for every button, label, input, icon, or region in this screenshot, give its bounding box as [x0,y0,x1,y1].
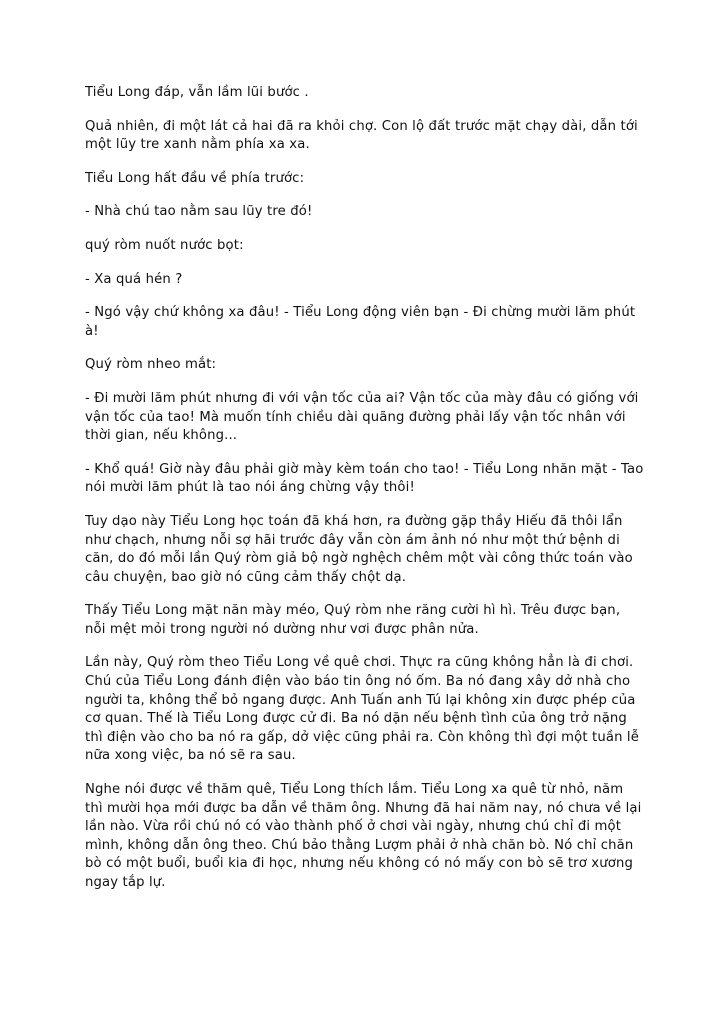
paragraph: Quý ròm nheo mắt: [85,357,217,373]
dialogue-line: - Khổ quá! Giờ này đâu phải giờ mày kèm toán cho tao! - Tiểu Long nhăn mặt - Tao nói mười lăm phút là tao nói áng chừng vậy thôi! [85,461,644,496]
dialogue-line: - Nhà chú tao nằm sau lũy tre đó! [85,204,313,220]
paragraph: quý ròm nuốt nước bọt: [85,237,244,253]
paragraph: Thấy Tiểu Long mặt năn mày méo, Quý ròm nhe răng cười hì hì. Trêu được bạn, nỗi mệt mỏi trong người nó dường như vơi được phân nửa. [85,603,621,637]
paragraph: Tiểu Long đáp, vẫn lầm lũi bước . [85,85,309,100]
dialogue-line: - Ngó vậy chứ không xa đâu! - Tiểu Long động viên bạn - Đi chừng mười lăm phút à! [85,305,636,339]
dialogue-line: - Xa quá hén ? [85,271,183,287]
paragraph: Quả nhiên, đi một lát cả hai đã ra khỏi chợ. Con lộ đất trước mặt chạy dài, dẫn tới một lũy tre xanh nằm phía xa xa. [85,118,638,153]
paragraph: Tuy dạo này Tiểu Long học toán đã khá hơn, ra đường gặp thầy Hiếu đã thôi lẩn như chạch, nhưng nỗi sợ hãi trước đây vẫn còn ám ảnh nó như một thứ bệnh di căn, do đó mỗi lần Quý ròm giả bộ ngờ nghệch chêm một vài công thức toán vào câu chuyện, bao giờ nó cũng cảm thấy chột dạ. [85,513,633,585]
dialogue-line: - Đi mười lăm phút nhưng đi với vận tốc của ai? Vận tốc của mày đâu có giống với vận tốc của tao! Mà muốn tính chiều dài quãng đường phải lấy vận tốc nhân với thời gian, nếu không... [85,390,639,444]
document-body [85,84,645,908]
paragraph: Tiểu Long hất đầu về phía trước: [85,170,305,186]
paragraph: Nghe nói được về thăm quê, Tiểu Long thích lắm. Tiểu Long xa quê từ nhỏ, năm thì mười họa mới được ba dẫn về thăm ông. Nhưng đã hai năm nay, nó chưa về lại lần nào. Vừa rồi chú nó có vào thành phố ở chơi vài ngày, nhưng chú chỉ đi một mình, không dẫn ông theo. Chú bảo thằng Lượm phải ở nhà chăn bò. Nó chỉ chăn bò có một buổi, buổi kia đi học, nhưng nếu không có nó mấy con bò sẽ trơ xương ngay tắp lự. [85,782,642,890]
paragraph: Lần này, Quý ròm theo Tiểu Long về quê chơi. Thực ra cũng không hẳn là đi chơi. Chú của Tiểu Long đánh điện vào báo tin ông nó ốm. Ba nó đang xây dở nhà cho người ta, không thể bỏ ngang được. Anh Tuấn anh Tú lại không xin được phép của cơ quan. Thế là Tiểu Long được cử đi. Ba nó dặn nếu bệnh tình của ông trở nặng thì điện vào cho ba nó ra gấp, dở việc cũng phải ra. Còn không thì đợi một tuần lễ nữa xong việc, ba nó sẽ ra sau. [85,655,640,764]
